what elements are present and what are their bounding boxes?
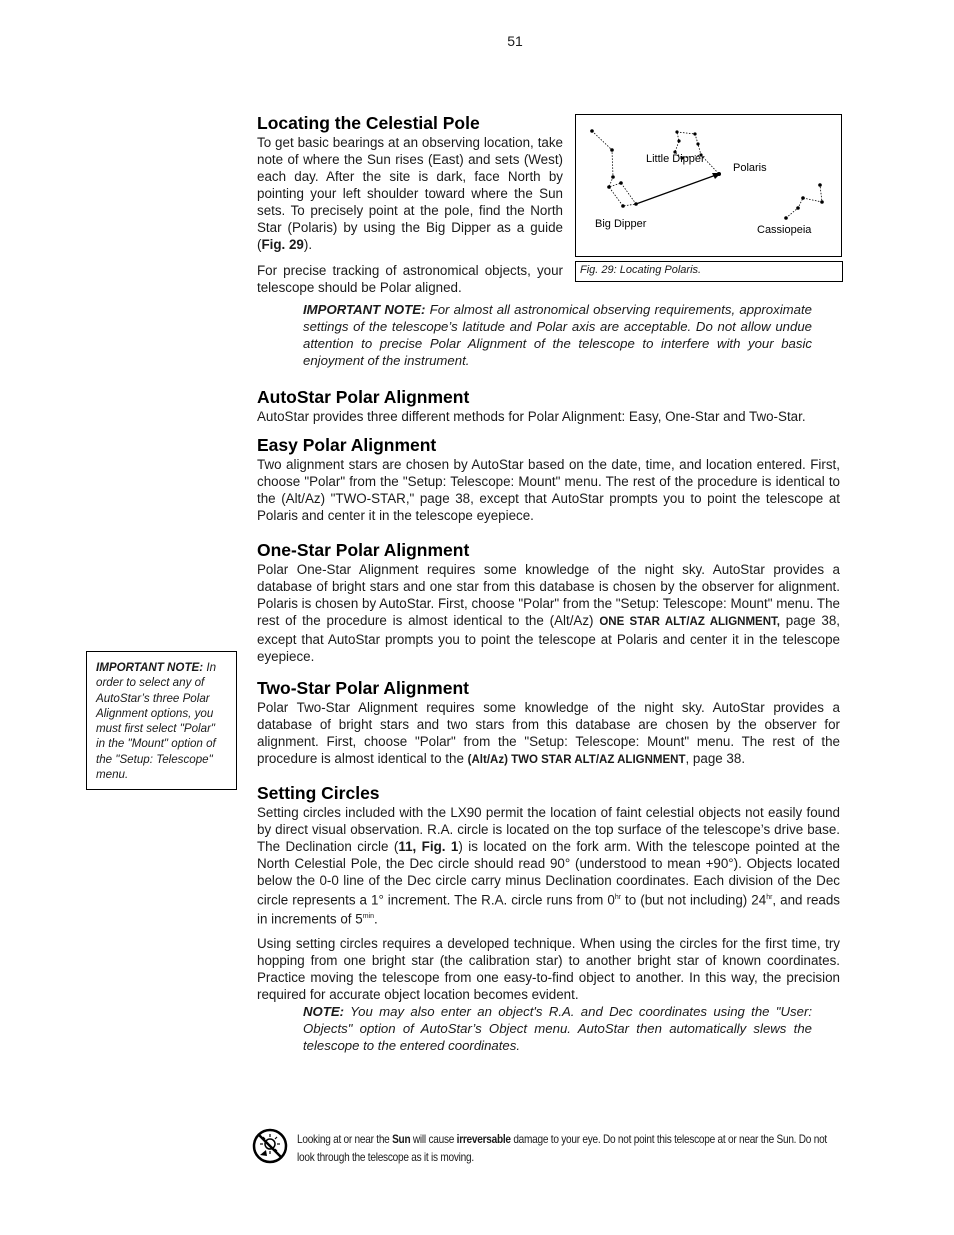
heading-easy-polar: Easy Polar Alignment <box>257 435 437 455</box>
constellation-diagram <box>576 115 841 256</box>
paragraph-autostar-polar: AutoStar provides three different methods for Polar Alignment: Easy, One-Star and Two-Star. <box>257 409 806 424</box>
no-sun-warning-icon <box>252 1128 288 1164</box>
paragraph-easy-polar: Two alignment stars are chosen by AutoStar based on the date, time, and location entered. First, choose "Polar" from the "Setup: Telescope: Mount" menu. The rest of the procedure is identical to the (Alt/Az) "TWO-STAR," page 38, except that AutoStar prompts you to point the telescope at Polaris and center it in the telescope eyepiece. <box>257 457 840 523</box>
label-big-dipper: Big Dipper <box>595 218 647 230</box>
section-locating-pole <box>257 112 563 296</box>
figure-caption: Fig. 29: Locating Polaris. <box>575 261 843 282</box>
side-important-note: IMPORTANT NOTE: In order to select any of AutoStar’s three Polar Alignment options, you must first select "Polar" in the "Mount" option of the "Setup: Telescope" menu. <box>86 651 237 790</box>
heading-one-star: One-Star Polar Alignment <box>257 540 470 560</box>
paragraph-locating-pole: To get basic bearings at an observing location, take note of where the Sun rises (East) and sets (West) each day. After the site is dark, face North by pointing your left shoulder toward where the Sun sets. To precisely point at the pole, find the North Star (Polaris) by using the Big Dipper as a guide (Fig. 29). <box>257 135 563 252</box>
label-cassiopeia: Cassiopeia <box>757 224 812 236</box>
heading-two-star: Two-Star Polar Alignment <box>257 678 469 698</box>
note-user-objects: NOTE: You may also enter an object's R.A. and Dec coordinates using the "User: Objects" option of AutoStar’s Object menu. AutoStar then automatically slews the telescope to the entered coordinates. <box>303 1004 812 1053</box>
section-autostar-polar <box>257 386 840 425</box>
heading-locating-pole: Locating the Celestial Pole <box>257 113 480 133</box>
paragraph-setting-circles-2: Using setting circles requires a developed technique. When using the circles for the first time, try hopping from one bright star (the calibration star) to another bright star of known coordinates. Practice moving the telescope from one easy-to-find object to another. In this way, the precision required for accurate object location becomes evident. <box>257 935 840 1002</box>
sun-warning <box>252 1126 842 1168</box>
paragraph-setting-circles-1: Setting circles included with the LX90 permit the location of faint celestial objects not easily found by direct visual observation. R.A. circle is located on the top surface of the telescope’s drive base. The Declination circle (11, Fig. 1) is located on the fork arm. With the telescope pointed at the North Celestial Pole, the Dec circle should read 90° (understood to mean +90°). Objects located below the 0-0 line of the Dec circle carry minus Declination coordinates. Each division of the Dec circle represents a 1° increment. The R.A. circle runs from $0^{hr}$ to (but not including) $24^{hr}$, and reads in increments of $5^{min}$. <box>257 805 841 927</box>
warning-text: Looking at or near the Sun will cause irreversable damage to your eye. Do not point this telescope at or near the Sun. Do not look through the telescope as it is moving. <box>297 1132 827 1164</box>
important-note-polar: IMPORTANT NOTE: For almost all astronomical observing requirements, approximate settings of the telescope’s latitude and Polar axis are acceptable. Do not allow undue attention to precise Polar Alignment of the telescope to interfere with your basic enjoyment of the instrument. <box>303 302 812 368</box>
section-setting-circles <box>257 782 840 1003</box>
page-number: 51 <box>507 33 523 49</box>
heading-setting-circles: Setting Circles <box>257 783 380 803</box>
paragraph-polar-aligned: For precise tracking of astronomical objects, your telescope should be Polar aligned. <box>257 263 563 295</box>
label-polaris: Polaris <box>733 162 767 174</box>
figure-locating-polaris <box>575 114 842 257</box>
heading-autostar-polar: AutoStar Polar Alignment <box>257 387 470 407</box>
paragraph-two-star: Polar Two-Star Alignment requires some knowledge of the night sky. AutoStar provides a database of bright stars and two stars from this database are chosen by the observer for alignment. First, choose "Polar" from the "Setup: Telescope: Mount" menu. The rest of the procedure is almost identical to the (Alt/Az) TWO STAR ALT/AZ ALIGNMENT, page 38. <box>257 700 840 766</box>
section-one-star <box>257 539 840 665</box>
paragraph-one-star: Polar One-Star Alignment requires some knowledge of the night sky. AutoStar provides a database of bright stars and one star from this database is chosen by the observer for alignment. Polaris is chosen by AutoStar. First, choose "Polar" from the "Setup: Telescope: Mount" menu. The rest of the procedure is almost identical to the (Alt/Az) ONE STAR ALT/AZ ALIGNMENT, page 38, except that AutoStar prompts you to point the telescope at Polaris and center it in the telescope eyepiece. <box>257 562 840 664</box>
section-two-star <box>257 677 840 769</box>
label-little-dipper: Little Dipper <box>646 153 705 165</box>
section-easy-polar <box>257 434 840 524</box>
